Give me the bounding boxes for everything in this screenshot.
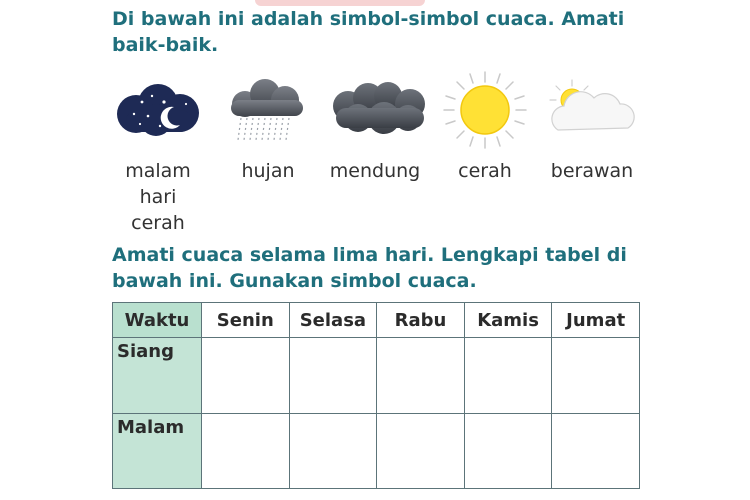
symbol-label-overcast [322,158,428,184]
label-line: malam [125,160,191,182]
symbol-label-rain [228,158,308,184]
symbol-label-clear-night [114,158,202,236]
instruction-line-4: bawah ini. Gunakan simbol cuaca. [112,270,477,292]
table-row-malam [113,414,640,489]
overcast-cloud-icon [326,80,432,140]
instruction-text-1 [112,6,624,58]
label-line: berawan [550,160,634,182]
header-waktu: Waktu [113,303,202,338]
cell-siang-jumat[interactable] [552,338,640,414]
cell-malam-kamis[interactable] [464,414,552,489]
clear-night-icon [112,80,204,142]
row-label-malam: Malam [113,414,202,489]
label-line: cerah [458,160,512,182]
header-rabu: Rabu [377,303,465,338]
instruction-line-1: Di bawah ini adalah simbol-simbol cuaca. Amati [112,8,625,30]
instruction-line-3: Amati cuaca selama lima hari. Lengkapi tabel di [112,244,627,266]
header-senin: Senin [202,303,290,338]
label-line: hari [139,186,177,208]
weather-table [112,302,640,489]
cell-siang-senin[interactable] [202,338,290,414]
symbol-label-sunny [446,158,524,184]
instruction-text-2 [112,242,627,294]
cell-siang-kamis[interactable] [464,338,552,414]
table-row-siang [113,338,640,414]
partly-cloudy-icon [544,78,642,144]
cell-malam-senin[interactable] [202,414,290,489]
cell-siang-rabu[interactable] [377,338,465,414]
table-header-row [113,303,640,338]
label-line: hujan [241,160,295,182]
label-line: mendung [329,160,421,182]
row-label-siang: Siang [113,338,202,414]
cell-malam-selasa[interactable] [289,414,377,489]
symbol-label-partly-cloudy [540,158,644,184]
cell-malam-jumat[interactable] [552,414,640,489]
rain-cloud-icon [225,78,311,144]
header-jumat: Jumat [552,303,640,338]
label-line: cerah [131,212,185,234]
header-selasa: Selasa [289,303,377,338]
sun-icon [440,70,530,150]
header-kamis: Kamis [464,303,552,338]
cell-malam-rabu[interactable] [377,414,465,489]
instruction-line-2: baik-baik. [112,34,219,56]
cell-siang-selasa[interactable] [289,338,377,414]
